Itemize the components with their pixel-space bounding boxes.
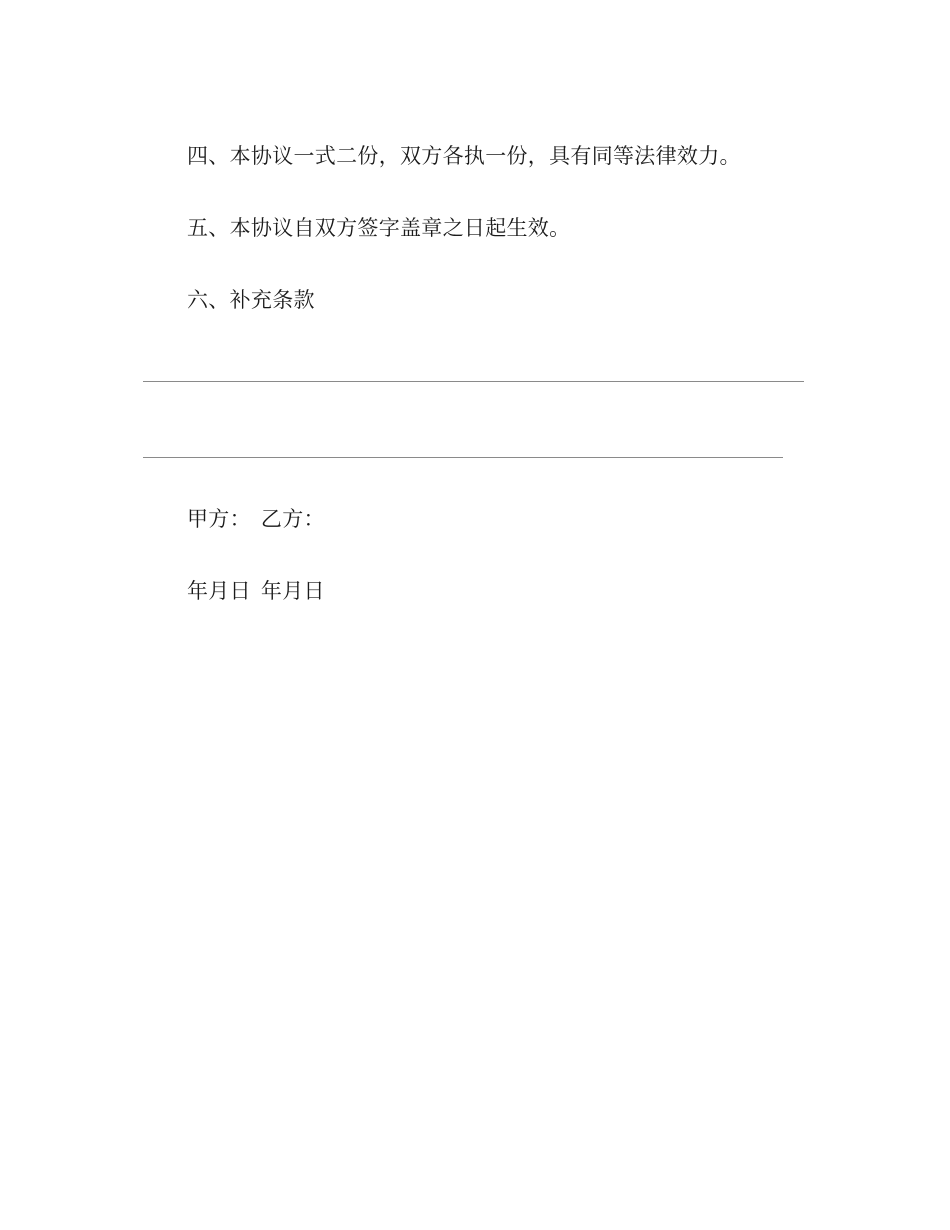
signature-parties-line [187, 505, 325, 533]
clause-6-supplementary-terms: 六、补充条款 [187, 288, 315, 312]
supplementary-blank-line-1 [143, 381, 804, 382]
signature-dates-line [187, 577, 325, 605]
party-b-date: 年月日 [260, 579, 325, 603]
party-a-date: 年月日 [187, 579, 251, 603]
party-a-label: 甲方： [187, 507, 251, 531]
clause-4: 四、本协议一式二份，双方各执一份，具有同等法律效力。 [187, 144, 741, 168]
clause-5: 五、本协议自双方签字盖章之日起生效。 [187, 216, 571, 240]
party-b-label: 乙方： [260, 507, 325, 531]
supplementary-blank-line-2 [143, 457, 783, 458]
